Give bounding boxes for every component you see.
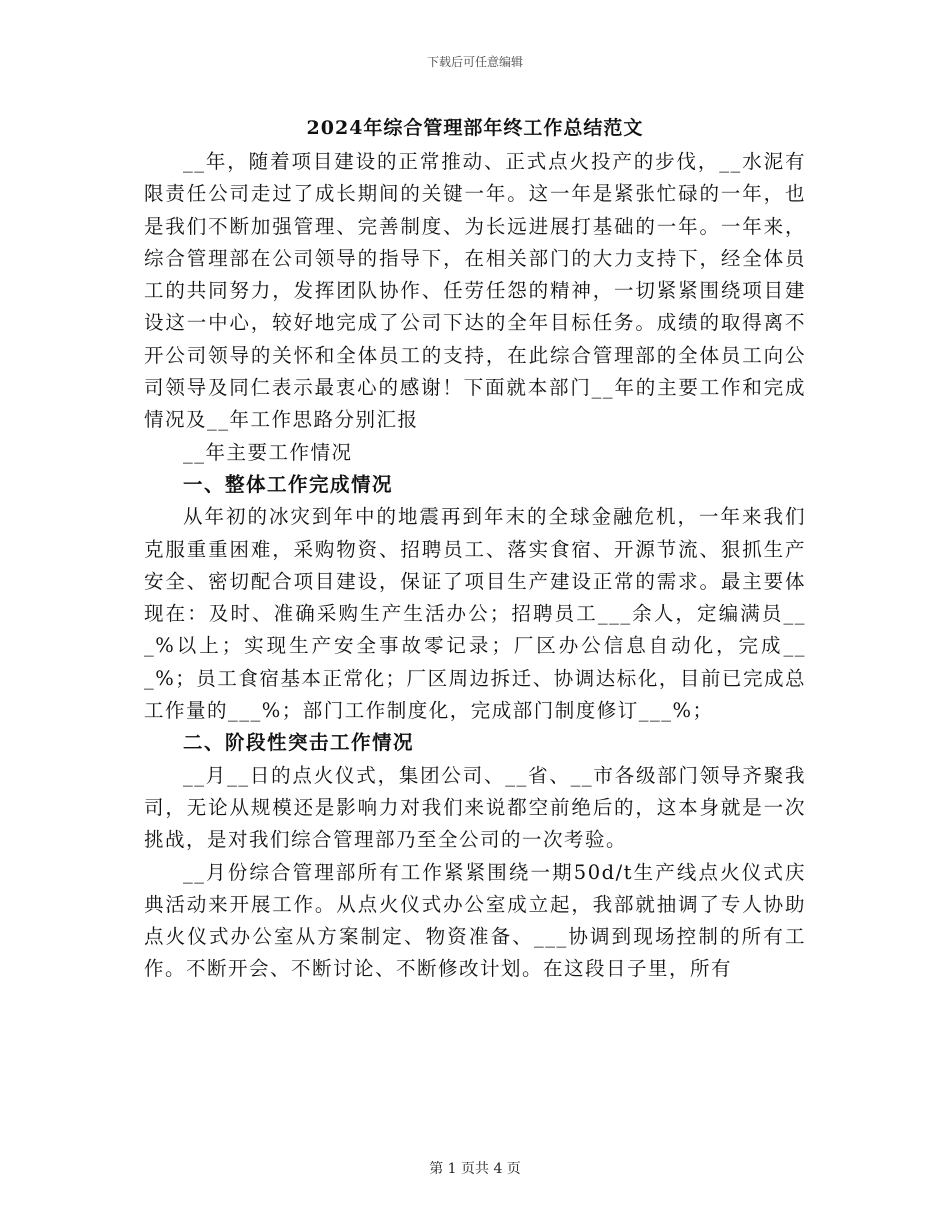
paragraph-intro: __年，随着项目建设的正常推动、正式点火投产的步伐，__水泥有限责任公司走过了成长期间的关键一年。这一年是紧张忙碌的一年，也是我们不断加强管理、完善制度、为长远进展打基础的一年。一年来，综合管理部在公司领导的指导下，在相关部门的大力支持下，经全体员工的共同努力，发挥团队协作、任劳任怨的精神，一切紧紧围绕项目建设这一中心，较好地完成了公司下达的全年目标任务。成绩的取得离不开公司领导的关怀和全体员工的支持，在此综合管理部的全体员工向公司领导及同仁表示最衷心的感谢！下面就本部门__年的主要工作和完成情况及__年工作思路分别汇报 [144, 150, 806, 432]
document-body [144, 112, 806, 986]
document-title: 2024年综合管理部年终工作总结范文 [306, 117, 644, 139]
heading-phase-work: 二、阶段性突击工作情况 [183, 731, 415, 755]
heading-overall-work: 一、整体工作完成情况 [183, 472, 394, 496]
paragraph-ceremony-prep: __月份综合管理部所有工作紧紧围绕一期50d/t生产线点火仪式庆典活动来开展工作。从点火仪式办公室成立起，我部就抽调了专人协助点火仪式办公室从方案制定、物资准备、___协调到现场控制的所有工作。不断开会、不断讨论、不断修改计划。在这段日子里，所有 [144, 860, 806, 981]
paragraph-overall-work: 从年初的冰灾到年中的地震再到年末的全球金融危机，一年来我们克服重重困难，采购物资、招聘员工、落实食宿、开源节流、狠抓生产安全、密切配合项目建设，保证了项目生产建设正常的需求。最主要体现在：及时、准确采购生产生活办公；招聘员工___余人，定编满员___%以上；实现生产安全事故零记录；厂区办公信息自动化，完成___%；员工食宿基本正常化；厂区周边拆迁、协调达标化，目前已完成总工作量的___%；部门工作制度化，完成部门制度修订___%； [144, 505, 806, 723]
page-number: 第 1 页共 4 页 [429, 1161, 521, 1177]
paragraph-ceremony: __月__日的点火仪式，集团公司、__省、__市各级部门领导齐聚我司，无论从规模还是影响力对我们来说都空前绝后的，这本身就是一次挑战，是对我们综合管理部乃至全公司的一次考验。 [144, 763, 806, 852]
paragraph-section-label: __年主要工作情况 [183, 440, 353, 464]
page-header-note: 下载后可任意编辑 [426, 55, 523, 69]
